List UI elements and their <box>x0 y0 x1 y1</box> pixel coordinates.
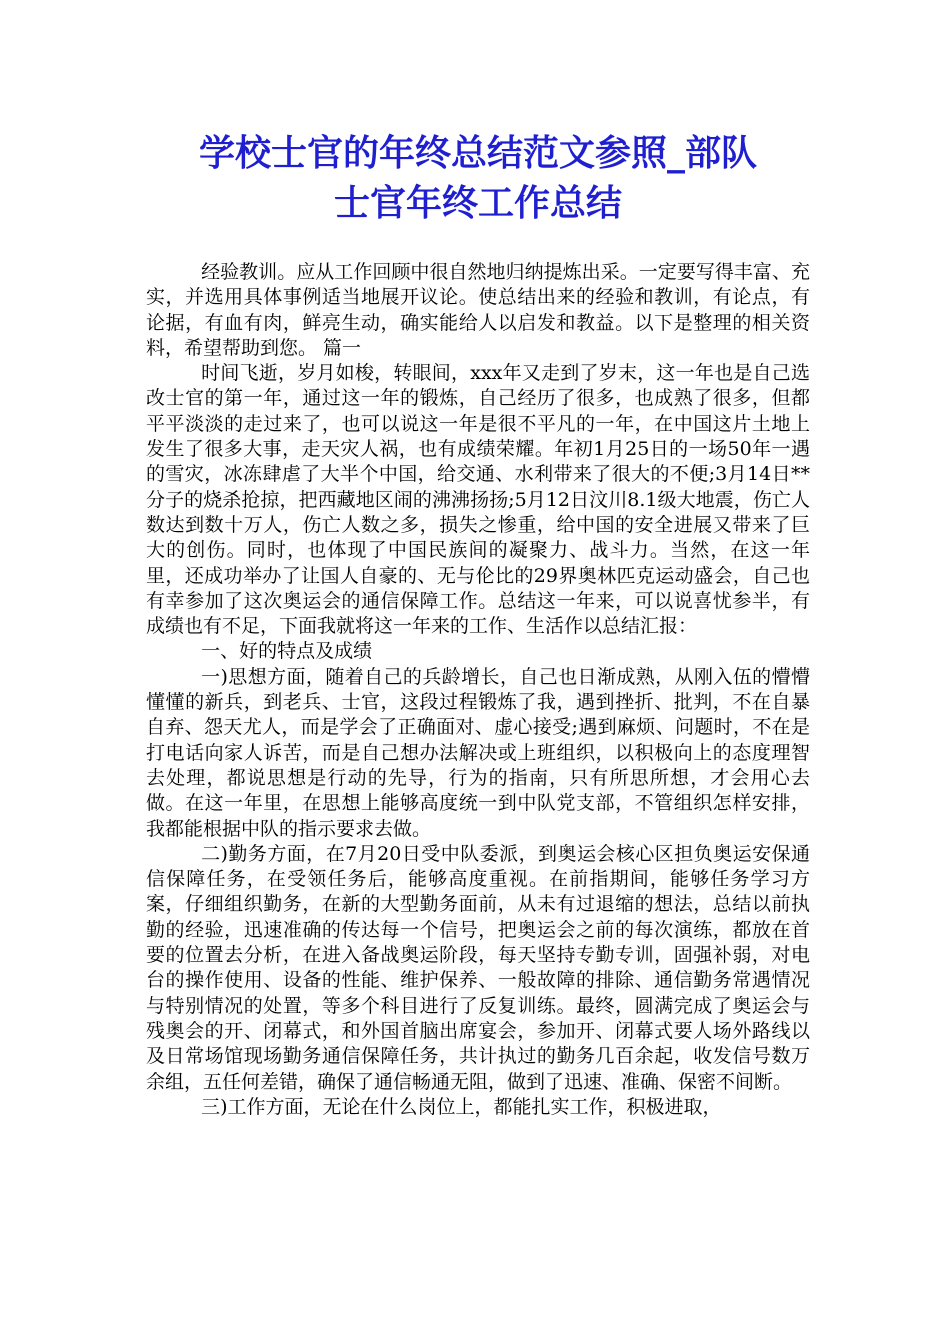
paragraph-year-review: 时间飞逝，岁月如梭，转眼间，xxx年又走到了岁末，这一年也是自己选改士官的第一年，通过这一年的锻炼，自己经历了很多，也成熟了很多，但都平平淡淡的走过来了，也可以说这一年是很不平凡的一年，在中国这片土地上发生了很多大事，走天灾人祸，也有成绩荣耀。年初1月25日的一场50年一遇的雪灾，冰冻肆虐了大半个中国，给交通、水利带来了很大的不便;3月14日**分子的烧杀抢掠，把西藏地区闹的沸沸扬扬;5月12日汶川8.1级大地震，伤亡人数达到数十万人，伤亡人数之多，损失之惨重，给中国的安全进展又带来了巨大的创伤。同时，也体现了中国民族间的凝聚力、战斗力。当然，在这一年里，还成功举办了让国人自豪的、无与伦比的29界奥林匹克运动盛会，自己也有幸参加了这次奥运会的通信保障工作。总结这一年来，可以说喜忧参半，有成绩也有不足，下面我就将这一年来的工作、生活作以总结汇报： <box>146 362 810 638</box>
document-page <box>146 128 810 1120</box>
document-body <box>146 260 810 1120</box>
title-line-2: 士官年终工作总结 <box>333 182 622 224</box>
title-line-1: 学校士官的年终总结范文参照_部队 <box>198 132 757 174</box>
paragraph-work: 三)工作方面，无论在什么岗位上，都能扎实工作，积极进取， <box>201 1095 722 1118</box>
paragraph-intro: 经验教训。应从工作回顾中很自然地归纳提炼出采。一定要写得丰富、充实，并选用具体事例适当地展开议论。使总结出来的经验和教训，有论点，有论据，有血有肉，鲜亮生动，确实能给人以启发和教益。以下是整理的相关资料，希望帮助到您。 篇一 <box>146 261 810 359</box>
section-heading-achievements: 一、好的特点及成绩 <box>201 640 373 663</box>
document-title <box>146 128 810 228</box>
paragraph-duty: 二)勤务方面，在7月20日受中队委派，到奥运会核心区担负奥运安保通信保障任务，在受领任务后，能够高度重视。在前指期间，能够任务学习方案，仔细组织勤务，在新的大型勤务面前，从未有过退缩的想法，总结以前执勤的经验，迅速准确的传达每一个信号，把奥运会之前的每次演练，都放在首要的位置去分析，在进入备战奥运阶段，每天坚持专勤专训，固强补弱，对电台的操作使用、设备的性能、维护保养、一般故障的排除、通信勤务常遇情况与特别情况的处置，等多个科目进行了反复训练。最终，圆满完成了奥运会与残奥会的开、闭幕式，和外国首脑出席宴会，参加开、闭幕式要人场外路线以及日常场馆现场勤务通信保障任务，共计执过的勤务几百余起，收发信号数万余组，五任何差错，确保了通信畅通无阻，做到了迅速、准确、保密不间断。 <box>146 842 810 1093</box>
paragraph-thought: 一)思想方面，随着自己的兵龄增长，自己也日渐成熟，从刚入伍的懵懵懂懂的新兵，到老兵、士官，这段过程锻炼了我，遇到挫折、批判，不在自暴自弃、怨天尤人，而是学会了正确面对、虚心接受;遇到麻烦、问题时，不在是打电话向家人诉苦，而是自己想办法解决或上班组织，以积极向上的态度理智去处理，都说思想是行动的先导，行为的指南，只有所思所想，才会用心去做。在这一年里，在思想上能够高度统一到中队党支部，不管组织怎样安排，我都能根据中队的指示要求去做。 <box>146 665 810 840</box>
